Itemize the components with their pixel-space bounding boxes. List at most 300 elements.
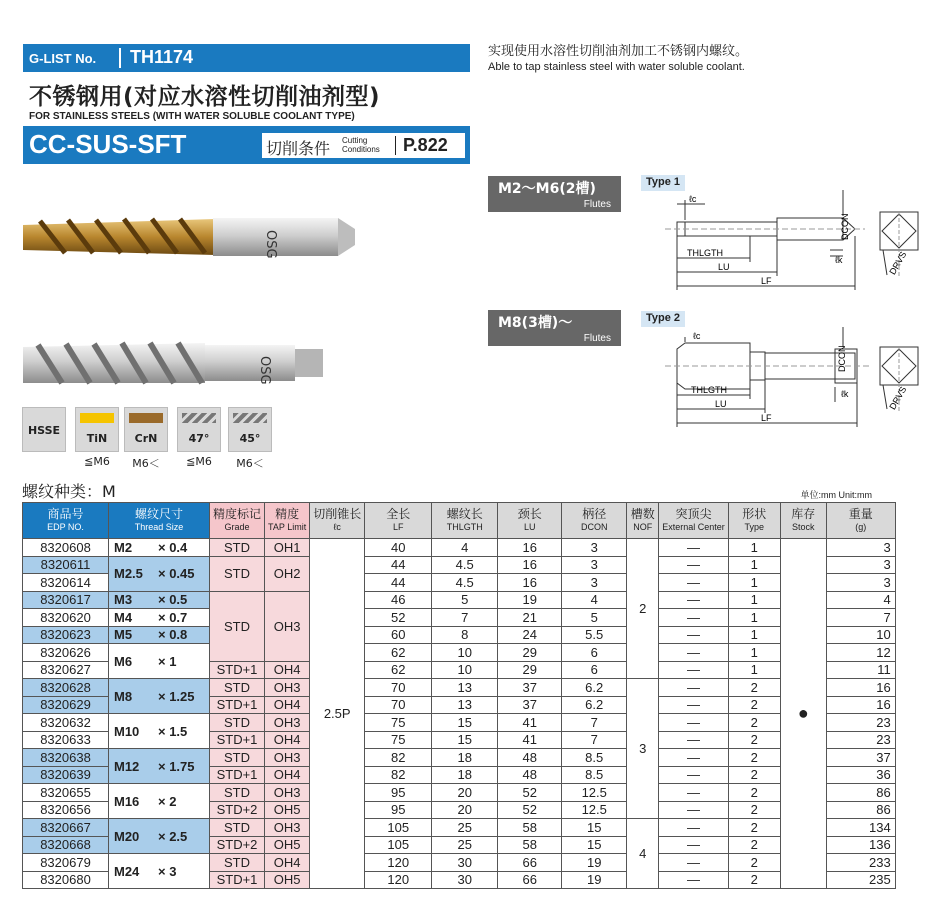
- grade-cell: STD+1: [210, 766, 265, 784]
- lf-cell: 62: [365, 661, 432, 679]
- lu-cell: 16: [498, 574, 562, 592]
- cutting-en: Cutting Conditions: [342, 136, 380, 154]
- svg-text:OSG: OSG: [263, 230, 278, 259]
- table-row: [23, 854, 896, 872]
- helix47-label: 47°: [188, 432, 210, 445]
- pitch-value: × 0.5: [158, 592, 188, 608]
- pitch-value: × 1: [158, 653, 177, 669]
- type-cell: 1: [728, 574, 780, 592]
- size-value: M5: [114, 627, 133, 643]
- thlgth-cell: 5: [432, 591, 498, 609]
- type-cell: 1: [728, 591, 780, 609]
- thread-size-cell: [109, 784, 210, 819]
- tin-label: TiN: [86, 432, 108, 445]
- weight-cell: 134: [826, 819, 895, 837]
- pitch-value: × 1.75: [158, 758, 195, 774]
- description-zh: 实现使用水溶性切削油剂加工不锈钢内螺纹。: [488, 44, 749, 59]
- edp-cell: 8320629: [23, 696, 109, 714]
- table-row: [23, 819, 896, 837]
- type-cell: 2: [728, 731, 780, 749]
- grade-cell: STD+1: [210, 731, 265, 749]
- external-center-cell: —: [659, 801, 729, 819]
- tap-limit-cell: OH4: [265, 696, 310, 714]
- thlgth-cell: 7: [432, 609, 498, 627]
- cutting-conditions-link[interactable]: [261, 132, 466, 159]
- edp-cell: 8320668: [23, 836, 109, 854]
- list-number: TH1174: [130, 47, 194, 67]
- nof-cell: 2: [627, 539, 659, 679]
- edp-cell: 8320655: [23, 784, 109, 802]
- external-center-cell: —: [659, 574, 729, 592]
- cond-separator: [395, 136, 396, 155]
- tap-limit-cell: OH3: [265, 714, 310, 732]
- thlgth-cell: 10: [432, 661, 498, 679]
- dcon-cell: 8.5: [562, 749, 627, 767]
- lf-cell: 70: [365, 679, 432, 697]
- helix45-note: M6＜: [236, 457, 264, 470]
- unit-label: 单位:mm Unit:mm: [800, 490, 872, 500]
- weight-cell: 11: [826, 661, 895, 679]
- type2-drvs: DRVS: [887, 384, 909, 412]
- weight-cell: 233: [826, 854, 895, 872]
- weight-cell: 10: [826, 626, 895, 644]
- lf-cell: 52: [365, 609, 432, 627]
- lu-cell: 48: [498, 766, 562, 784]
- nof-cell: 4: [627, 819, 659, 889]
- lu-cell: 48: [498, 749, 562, 767]
- thlgth-cell: 4.5: [432, 556, 498, 574]
- dcon-cell: 6: [562, 644, 627, 662]
- lf-cell: 105: [365, 836, 432, 854]
- edp-cell: 8320614: [23, 574, 109, 592]
- thlgth-cell: 20: [432, 801, 498, 819]
- type2-flutes: Flutes: [583, 333, 611, 344]
- lf-cell: 82: [365, 766, 432, 784]
- weight-cell: 23: [826, 714, 895, 732]
- edp-cell: 8320656: [23, 801, 109, 819]
- lu-cell: 37: [498, 696, 562, 714]
- type1-range-box: [488, 176, 621, 212]
- thlgth-cell: 15: [432, 714, 498, 732]
- tap-limit-cell: OH2: [265, 556, 310, 591]
- tap-limit-cell: OH5: [265, 871, 310, 889]
- thlgth-cell: 8: [432, 626, 498, 644]
- col-grade: 精度标记 Grade: [210, 503, 265, 539]
- helix-45: [228, 407, 272, 452]
- edp-cell: 8320611: [23, 556, 109, 574]
- type2-dcon: DCON: [837, 345, 847, 372]
- dcon-cell: 6.2: [562, 696, 627, 714]
- pitch-value: × 1.25: [158, 688, 195, 704]
- external-center-cell: —: [659, 854, 729, 872]
- edp-cell: 8320627: [23, 661, 109, 679]
- type1-drvs: DRVS: [887, 249, 909, 277]
- nof-cell: 3: [627, 679, 659, 819]
- type-cell: 2: [728, 766, 780, 784]
- edp-cell: 8320639: [23, 766, 109, 784]
- size-value: M12: [114, 758, 140, 774]
- tap-limit-cell: OH3: [265, 784, 310, 802]
- type-cell: 1: [728, 661, 780, 679]
- type-cell: 2: [728, 696, 780, 714]
- table-row: [23, 714, 896, 732]
- thlgth-cell: 25: [432, 836, 498, 854]
- weight-cell: 86: [826, 801, 895, 819]
- lf-cell: 105: [365, 819, 432, 837]
- tin-swatch: [80, 413, 114, 423]
- grade-cell: STD+1: [210, 661, 265, 679]
- size-value: M8: [114, 688, 133, 704]
- weight-cell: 7: [826, 609, 895, 627]
- thread-size-cell: [109, 591, 210, 609]
- col-limit: 精度 TAP Limit: [265, 503, 310, 539]
- type1-dcon: DCON: [840, 213, 850, 240]
- grade-cell: STD+2: [210, 801, 265, 819]
- grade-cell: STD+1: [210, 871, 265, 889]
- tap-limit-cell: OH5: [265, 801, 310, 819]
- external-center-cell: —: [659, 661, 729, 679]
- thread-size-cell: [109, 539, 210, 557]
- grade-cell: STD: [210, 556, 265, 591]
- weight-cell: 23: [826, 731, 895, 749]
- col-type: 形状 Type: [728, 503, 780, 539]
- external-center-cell: —: [659, 539, 729, 557]
- glist-label: G-LIST No.: [29, 51, 97, 66]
- thlgth-cell: 30: [432, 854, 498, 872]
- col-thlgth: 螺纹长 THLGTH: [432, 503, 498, 539]
- type2-lf: LF: [761, 413, 772, 423]
- spec-table: [22, 502, 896, 889]
- lu-cell: 24: [498, 626, 562, 644]
- thread-size-cell: [109, 644, 210, 679]
- edp-cell: 8320626: [23, 644, 109, 662]
- lf-cell: 44: [365, 574, 432, 592]
- col-size: 螺纹尺寸 Thread Size: [109, 503, 210, 539]
- tool-image-tin: [20, 205, 360, 270]
- tap-limit-cell: OH3: [265, 591, 310, 661]
- lu-cell: 29: [498, 661, 562, 679]
- external-center-cell: —: [659, 784, 729, 802]
- type1-lk: ℓk: [835, 255, 843, 265]
- lf-cell: 44: [365, 556, 432, 574]
- type1-lf: LF: [761, 276, 772, 286]
- size-value: M16: [114, 793, 140, 809]
- external-center-cell: —: [659, 731, 729, 749]
- type-cell: 1: [728, 539, 780, 557]
- tap-limit-cell: OH4: [265, 854, 310, 872]
- grade-cell: STD: [210, 749, 265, 767]
- dcon-cell: 12.5: [562, 784, 627, 802]
- tap-limit-cell: OH5: [265, 836, 310, 854]
- thread-size-cell: [109, 679, 210, 714]
- dcon-cell: 5: [562, 609, 627, 627]
- helix47-note: ≦M6: [186, 455, 212, 468]
- lu-cell: 66: [498, 854, 562, 872]
- external-center-cell: —: [659, 836, 729, 854]
- type-cell: 2: [728, 836, 780, 854]
- type-cell: 2: [728, 749, 780, 767]
- col-nof: 槽数 NOF: [627, 503, 659, 539]
- edp-cell: 8320680: [23, 871, 109, 889]
- col-edp: 商品号 EDP NO.: [23, 503, 109, 539]
- type1-diagram: [655, 190, 945, 300]
- size-value: M20: [114, 828, 140, 844]
- thread-size-cell: [109, 819, 210, 854]
- size-value: M10: [114, 723, 140, 739]
- type1-lu: LU: [718, 262, 730, 272]
- external-center-cell: —: [659, 591, 729, 609]
- helix45-label: 45°: [239, 432, 261, 445]
- header: [23, 44, 470, 164]
- type2-lu: LU: [715, 399, 727, 409]
- helix47-swatch: [182, 413, 216, 423]
- tap-limit-cell: OH3: [265, 749, 310, 767]
- section-title: 螺纹种类：M: [22, 482, 116, 501]
- type-cell: 2: [728, 784, 780, 802]
- col-lu: 颈长 LU: [498, 503, 562, 539]
- edp-cell: 8320620: [23, 609, 109, 627]
- thlgth-cell: 18: [432, 749, 498, 767]
- table-row: [23, 784, 896, 802]
- edp-cell: 8320667: [23, 819, 109, 837]
- thread-size-cell: [109, 556, 210, 591]
- type2-lc: ℓc: [693, 331, 701, 341]
- lf-cell: 75: [365, 731, 432, 749]
- weight-cell: 4: [826, 591, 895, 609]
- table-row: [23, 679, 896, 697]
- weight-cell: 235: [826, 871, 895, 889]
- external-center-cell: —: [659, 696, 729, 714]
- thread-size-cell: [109, 749, 210, 784]
- thlgth-cell: 15: [432, 731, 498, 749]
- description-en: Able to tap stainless steel with water soluble coolant.: [488, 61, 745, 73]
- pitch-value: × 2: [158, 793, 177, 809]
- type1-lc: ℓc: [689, 194, 697, 204]
- glist-separator: [119, 48, 121, 68]
- lf-cell: 60: [365, 626, 432, 644]
- lu-cell: 16: [498, 556, 562, 574]
- weight-cell: 37: [826, 749, 895, 767]
- crn-note: M6＜: [132, 457, 160, 470]
- dcon-cell: 3: [562, 539, 627, 557]
- lf-cell: 46: [365, 591, 432, 609]
- lf-cell: 120: [365, 854, 432, 872]
- col-ec: 突顶尖 External Center: [659, 503, 729, 539]
- table-row: [23, 556, 896, 574]
- thlgth-cell: 20: [432, 784, 498, 802]
- size-value: M2.5: [114, 566, 143, 581]
- edp-cell: 8320608: [23, 539, 109, 557]
- coating-crn: [124, 407, 168, 452]
- type1-range: M2～M6(2槽): [498, 181, 596, 197]
- edp-cell: 8320679: [23, 854, 109, 872]
- type-cell: 2: [728, 819, 780, 837]
- title-zh: 不锈钢用(对应水溶性切削油剂型): [29, 84, 381, 110]
- external-center-cell: —: [659, 871, 729, 889]
- type1-label: Type 1: [641, 175, 685, 191]
- size-value: M2: [114, 539, 133, 555]
- lu-cell: 52: [498, 784, 562, 802]
- lu-cell: 41: [498, 714, 562, 732]
- product-name: CC-SUS-SFT: [29, 129, 187, 159]
- type2-range: M8(3槽)～: [498, 315, 573, 331]
- crn-label: CrN: [134, 432, 158, 445]
- lu-cell: 58: [498, 819, 562, 837]
- edp-cell: 8320628: [23, 679, 109, 697]
- external-center-cell: —: [659, 609, 729, 627]
- external-center-cell: —: [659, 749, 729, 767]
- table-header: [23, 503, 896, 539]
- type-cell: 1: [728, 644, 780, 662]
- grade-cell: STD: [210, 854, 265, 872]
- tool-image-crn: [20, 335, 325, 395]
- tap-limit-cell: OH4: [265, 766, 310, 784]
- lu-cell: 37: [498, 679, 562, 697]
- type2-diagram: [655, 327, 945, 432]
- type1-flutes: Flutes: [583, 199, 611, 210]
- dcon-cell: 4: [562, 591, 627, 609]
- tin-note: ≦M6: [84, 455, 110, 468]
- lf-cell: 82: [365, 749, 432, 767]
- edp-cell: 8320638: [23, 749, 109, 767]
- table-row: [23, 749, 896, 767]
- tap-limit-cell: OH4: [265, 661, 310, 679]
- svg-text:OSG: OSG: [257, 356, 272, 385]
- weight-cell: 86: [826, 784, 895, 802]
- grade-cell: STD: [210, 539, 265, 557]
- product-bar: [23, 126, 470, 164]
- pitch-value: × 1.5: [158, 723, 188, 739]
- thlgth-cell: 30: [432, 871, 498, 889]
- external-center-cell: —: [659, 766, 729, 784]
- col-weight: 重量 (g): [826, 503, 895, 539]
- weight-cell: 3: [826, 539, 895, 557]
- type2-lk: ℓk: [841, 389, 849, 399]
- type2-thlgth: THLGTH: [691, 385, 727, 395]
- lu-cell: 66: [498, 871, 562, 889]
- table-row: [23, 609, 896, 627]
- grade-cell: STD: [210, 591, 265, 661]
- type-cell: 1: [728, 556, 780, 574]
- external-center-cell: —: [659, 556, 729, 574]
- type2-label: Type 2: [641, 311, 685, 327]
- lf-cell: 40: [365, 539, 432, 557]
- lf-cell: 120: [365, 871, 432, 889]
- lu-cell: 19: [498, 591, 562, 609]
- thlgth-cell: 13: [432, 679, 498, 697]
- dcon-cell: 3: [562, 574, 627, 592]
- table-row: [23, 591, 896, 609]
- title-en: FOR STAINLESS STEELS (WITH WATER SOLUBLE COOLANT TYPE): [29, 111, 355, 122]
- lu-cell: 58: [498, 836, 562, 854]
- edp-cell: 8320633: [23, 731, 109, 749]
- type-cell: 2: [728, 801, 780, 819]
- col-lf: 全长 LF: [365, 503, 432, 539]
- thlgth-cell: 13: [432, 696, 498, 714]
- col-lc: 切削锥长 ℓc: [310, 503, 365, 539]
- external-center-cell: —: [659, 819, 729, 837]
- tap-limit-cell: OH3: [265, 679, 310, 697]
- edp-cell: 8320617: [23, 591, 109, 609]
- lu-cell: 21: [498, 609, 562, 627]
- pitch-value: × 3: [158, 863, 177, 879]
- helix-47: [177, 407, 221, 452]
- grade-cell: STD: [210, 819, 265, 837]
- dcon-cell: 6: [562, 661, 627, 679]
- type-cell: 1: [728, 626, 780, 644]
- dcon-cell: 7: [562, 731, 627, 749]
- weight-cell: 3: [826, 574, 895, 592]
- thread-size-cell: [109, 714, 210, 749]
- lf-cell: 70: [365, 696, 432, 714]
- pitch-value: × 0.4: [158, 539, 188, 555]
- table-row: [23, 626, 896, 644]
- dcon-cell: 19: [562, 854, 627, 872]
- dcon-cell: 8.5: [562, 766, 627, 784]
- thread-size-cell: [109, 854, 210, 889]
- type-cell: 2: [728, 714, 780, 732]
- dcon-cell: 19: [562, 871, 627, 889]
- weight-cell: 12: [826, 644, 895, 662]
- external-center-cell: —: [659, 644, 729, 662]
- edp-cell: 8320623: [23, 626, 109, 644]
- lu-cell: 29: [498, 644, 562, 662]
- type-cell: 1: [728, 609, 780, 627]
- pitch-value: × 2.5: [158, 828, 188, 844]
- lf-cell: 62: [365, 644, 432, 662]
- thlgth-cell: 10: [432, 644, 498, 662]
- weight-cell: 16: [826, 679, 895, 697]
- crn-swatch: [129, 413, 163, 423]
- external-center-cell: —: [659, 626, 729, 644]
- weight-cell: 136: [826, 836, 895, 854]
- helix45-swatch: [233, 413, 267, 423]
- thread-size-cell: [109, 626, 210, 644]
- col-stock: 库存 Stock: [780, 503, 826, 539]
- type-cell: 2: [728, 679, 780, 697]
- weight-cell: 36: [826, 766, 895, 784]
- dcon-cell: 5.5: [562, 626, 627, 644]
- dcon-cell: 12.5: [562, 801, 627, 819]
- weight-cell: 3: [826, 556, 895, 574]
- tap-limit-cell: OH3: [265, 819, 310, 837]
- lu-cell: 16: [498, 539, 562, 557]
- lu-cell: 52: [498, 801, 562, 819]
- lu-cell: 41: [498, 731, 562, 749]
- grade-cell: STD: [210, 714, 265, 732]
- pitch-value: × 0.45: [158, 566, 195, 581]
- grade-cell: STD+1: [210, 696, 265, 714]
- dcon-cell: 7: [562, 714, 627, 732]
- dcon-cell: 15: [562, 836, 627, 854]
- lf-cell: 95: [365, 801, 432, 819]
- grade-cell: STD: [210, 679, 265, 697]
- coating-hsse: HSSE: [22, 407, 66, 452]
- grade-cell: STD: [210, 784, 265, 802]
- type-cell: 2: [728, 854, 780, 872]
- size-value: M3: [114, 592, 133, 608]
- tap-limit-cell: OH4: [265, 731, 310, 749]
- lf-cell: 75: [365, 714, 432, 732]
- thlgth-cell: 4: [432, 539, 498, 557]
- type2-range-box: [488, 310, 621, 346]
- tap-limit-cell: OH1: [265, 539, 310, 557]
- size-value: M24: [114, 863, 140, 879]
- lf-cell: 95: [365, 784, 432, 802]
- edp-cell: 8320632: [23, 714, 109, 732]
- thlgth-cell: 18: [432, 766, 498, 784]
- pitch-value: × 0.8: [158, 627, 188, 643]
